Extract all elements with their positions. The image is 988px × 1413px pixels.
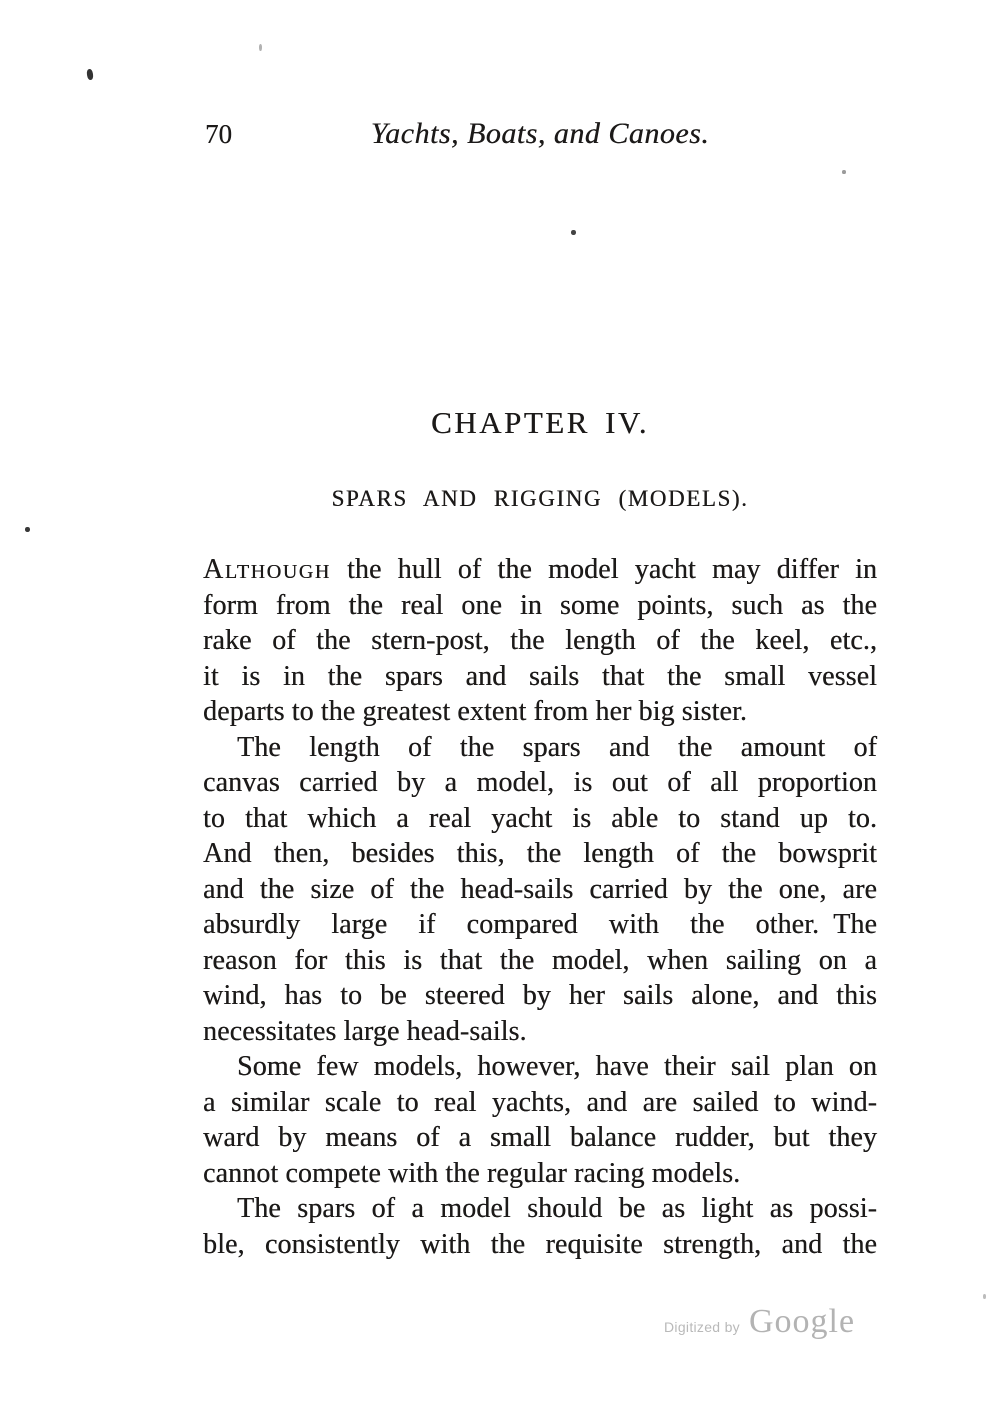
watermark xyxy=(664,1303,855,1341)
text-line: and the size of the head-sails carried by the one, are xyxy=(203,873,877,905)
running-title: Yachts, Boats, and Canoes. xyxy=(370,117,710,150)
text-line: canvas carried by a model, is out of all proportion xyxy=(203,767,877,798)
text-line: cannot compete with the regular racing models. xyxy=(203,1157,741,1189)
text-line: ble, consistently with the requisite strength, and the xyxy=(203,1228,877,1260)
text-line: And then, besides this, the length of the bowsprit xyxy=(203,838,877,869)
digitized-by-label: Digitized by xyxy=(664,1319,740,1335)
body-text xyxy=(203,552,877,1262)
ink-speck xyxy=(86,69,93,81)
text-line: reason for this is that the model, when sailing on a xyxy=(203,944,877,976)
text-line: departs to the greatest extent from her big sister. xyxy=(203,696,747,727)
text-line: Some few models, however, have their sail plan on xyxy=(237,1051,877,1082)
paragraph xyxy=(203,1049,877,1191)
text-line: ward by means of a small balance rudder, but they xyxy=(203,1122,877,1153)
ink-speck xyxy=(571,230,576,235)
ink-speck xyxy=(259,44,262,51)
chapter-subheading: SPARS AND RIGGING (MODELS). xyxy=(331,486,749,511)
chapter-heading: CHAPTER IV. xyxy=(431,405,649,440)
text-line: The length of the spars and the amount of xyxy=(237,731,877,763)
running-header xyxy=(203,116,877,158)
smallcaps-lead-word: Although xyxy=(203,554,331,585)
ink-speck xyxy=(25,527,30,532)
text-line: a similar scale to real yachts, and are sailed to wind- xyxy=(203,1086,877,1118)
text-line: The spars of a model should be as light as possi- xyxy=(237,1193,877,1224)
text-line: to that which a real yacht is able to stand up to. xyxy=(203,802,877,834)
paragraph xyxy=(203,1191,877,1262)
text-line: form from the real one in some points, such as the xyxy=(203,589,877,621)
text-line: necessitates large head-sails. xyxy=(203,1015,527,1047)
paragraph xyxy=(203,552,877,730)
text-line: absurdly large if compared with the other. The xyxy=(203,909,877,940)
text-line: wind, has to be steered by her sails alone, and this xyxy=(203,980,877,1011)
ink-speck xyxy=(842,170,846,174)
text-line: it is in the spars and sails that the small vessel xyxy=(203,660,877,692)
ink-speck xyxy=(983,1294,986,1299)
paragraph xyxy=(203,730,877,1050)
page-number: 70 xyxy=(205,119,232,149)
google-logo-text: Google xyxy=(748,1303,856,1340)
text-line: Although the hull of the model yacht may differ in xyxy=(203,554,877,585)
text-line: rake of the stern-post, the length of the keel, etc., xyxy=(203,625,877,656)
